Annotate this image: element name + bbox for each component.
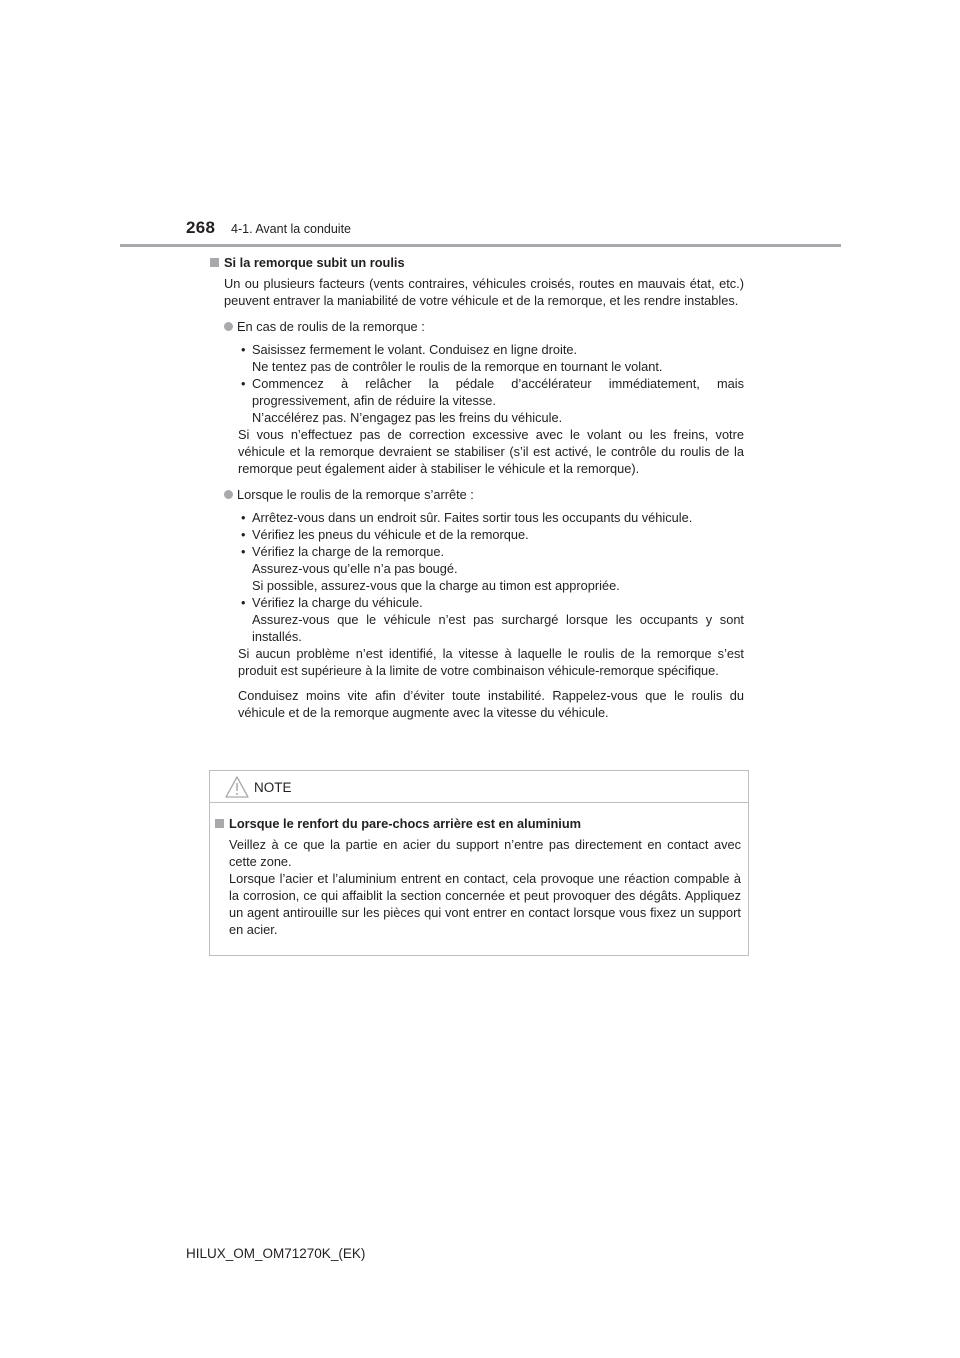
list-item [238, 341, 744, 375]
list-item [238, 543, 744, 594]
sub-list [238, 509, 744, 721]
list-item-text: Vérifiez la charge de la remorque. [252, 544, 445, 559]
section-title: 4-1. Avant la conduite [231, 222, 351, 236]
square-bullet-icon [215, 819, 224, 828]
after-paragraph: Conduisez moins vite afin d’éviter toute instabilité. Rappelez-vous que le roulis du véhicule et de la remorque augmente avec la vitesse du véhicule. [238, 688, 744, 720]
bullet-mark: • [241, 544, 246, 559]
bullet-label: En cas de roulis de la remorque : [237, 319, 425, 334]
list-item-continuation: Assurez-vous qu’elle n’a pas bougé. [252, 561, 458, 576]
header-divider [120, 244, 841, 247]
note-body [215, 815, 741, 938]
circle-bullet-icon [224, 490, 233, 499]
bullet-mark: • [241, 376, 246, 391]
list-item-text: Saisissez fermement le volant. Conduisez en ligne droite. [252, 342, 578, 357]
main-content [210, 254, 744, 721]
list-item-continuation: Ne tentez pas de contrôler le roulis de la remorque en tournant le volant. [252, 359, 663, 374]
page-number: 268 [186, 218, 216, 237]
bullet-item [224, 486, 744, 503]
sub-list [238, 341, 744, 477]
note-paragraph: Lorsque l’acier et l’aluminium entrent en contact, cela provoque une réaction compable à la corrosion, ce qui affaiblit la section concernée et peut provoquer des dégâts. Appliquez un agent antirouille sur les pièces qui vont entrer en contact lorsque vous fixez un support en acier. [229, 871, 741, 937]
note-paragraph: Veillez à ce que la partie en acier du support n’entre pas directement en contact avec cette zone. [229, 837, 741, 869]
list-item-continuation: N’accélérez pas. N’engagez pas les freins du véhicule. [252, 410, 563, 425]
note-box [209, 770, 749, 956]
note-header [210, 771, 748, 803]
after-paragraph: Si aucun problème n’est identifié, la vitesse à laquelle le roulis de la remorque s’est produit est supérieure à la limite de votre combinaison véhicule-remorque spécifique. [238, 646, 744, 678]
bullet-mark: • [241, 342, 246, 357]
list-item-text: Commencez à relâcher la pédale d’accélérateur immédiatement, mais progressivement, afin de réduire la vitesse. [252, 376, 744, 408]
circle-bullet-icon [224, 322, 233, 331]
bullet-mark: • [241, 510, 246, 525]
square-bullet-icon [210, 258, 219, 267]
bullet-mark: • [241, 595, 246, 610]
note-heading [215, 815, 741, 832]
note-title: NOTE [254, 780, 292, 795]
bullet-mark: • [241, 527, 246, 542]
list-item [238, 526, 744, 543]
warning-triangle-icon [225, 776, 249, 798]
document-id: HILUX_OM_OM71270K_(EK) [186, 1246, 366, 1261]
section-heading-text: Si la remorque subit un roulis [224, 255, 405, 270]
list-item-text: Vérifiez la charge du véhicule. [252, 595, 423, 610]
list-item-text: Vérifiez les pneus du véhicule et de la remorque. [252, 527, 529, 542]
bullet-item [224, 318, 744, 335]
intro-paragraph: Un ou plusieurs facteurs (vents contraires, véhicules croisés, routes en mauvais état, etc.) peuvent entraver la maniabilité de votre véhicule et de la remorque, et les rendre instables. [224, 276, 744, 308]
after-paragraph: Si vous n’effectuez pas de correction excessive avec le volant ou les freins, votre véhicule et la remorque devraient se stabiliser (s’il est activé, le contrôle du roulis de la remorque peut également aider à stabiliser le véhicule et la remorque). [238, 427, 744, 476]
note-heading-text: Lorsque le renfort du pare-chocs arrière est en aluminium [229, 816, 582, 831]
list-item-continuation: Si possible, assurez-vous que la charge au timon est appropriée. [252, 578, 620, 593]
list-item [238, 594, 744, 645]
list-item-continuation: Assurez-vous que le véhicule n’est pas surchargé lorsque les occupants y sont installés. [252, 612, 744, 644]
list-item [238, 509, 744, 526]
section-heading [210, 254, 744, 271]
bullet-label: Lorsque le roulis de la remorque s’arrête : [237, 487, 474, 502]
list-item-text: Arrêtez-vous dans un endroit sûr. Faites sortir tous les occupants du véhicule. [252, 510, 693, 525]
list-item [238, 375, 744, 426]
